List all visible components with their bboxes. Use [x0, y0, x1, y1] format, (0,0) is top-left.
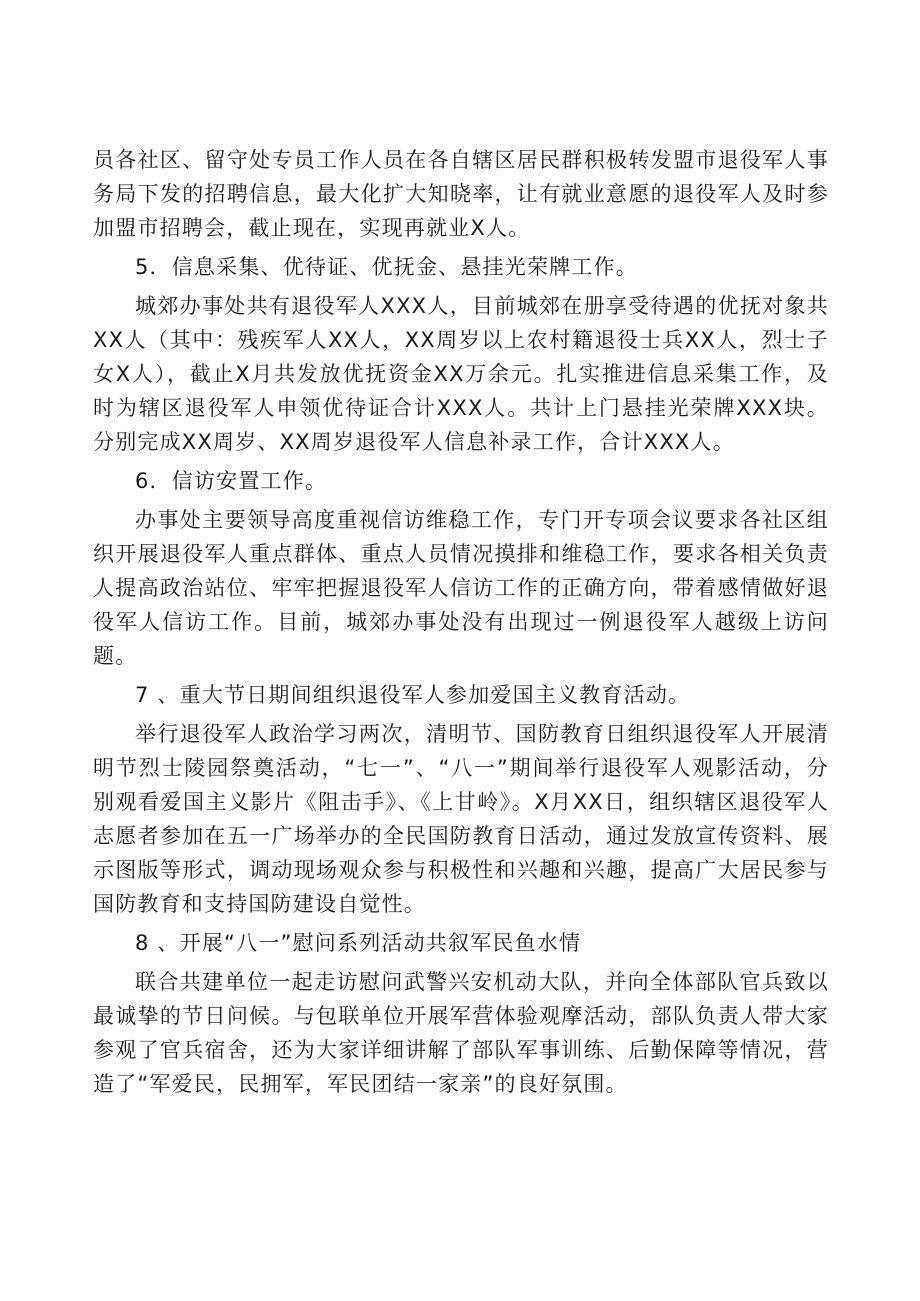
heading-item-7: 7 、重大节日期间组织退役军人参加爱国主义教育活动。: [135, 683, 691, 707]
paragraph-item-7: 举行退役军人政治学习两次，清明节、国防教育日组织退役军人开展清明节烈士陵园祭奠活动，“七一”、“八一”期间举行退役军人观影活动，分别观看爱国主义影片《阻击手》、《上甘岭》。X月XX日，组织辖区退役军人志愿者参加在五一广场举办的全民国防教育日活动，通过发放宣传资料、展示图版等形式，调动现场观众参与积极性和兴趣和兴趣，提高广大居民参与国防教育和支持国防建设自觉性。: [93, 722, 829, 916]
document-page: [93, 143, 829, 1106]
paragraph-item-5: 城郊办事处共有退役军人XXX人，目前城郊在册享受待遇的优抚对象共XX人（其中：残疾军人XX人，XX周岁以上农村籍退役士兵XX人，烈士子女X人），截止X月共发放优抚资金XX万余元。扎实推进信息采集工作，及时为辖区退役军人申领优待证合计XXX人。共计上门悬挂光荣牌XXX块。分别完成XX周岁、XX周岁退役军人信息补录工作，合计XXX人。: [93, 294, 829, 454]
heading-item-8: 8 、开展“八一”慰问系列活动共叙军民鱼水情: [135, 931, 582, 955]
paragraph-item-6: 办事处主要领导高度重视信访维稳工作，专门开专项会议要求各社区组织开展退役军人重点群体、重点人员情况摸排和维稳工作，要求各相关负责人提高政治站位、牢牢把握退役军人信访工作的正确方向，带着感情做好退役军人信访工作。目前，城郊办事处没有出现过一例退役军人越级上访问题。: [93, 508, 829, 668]
paragraph-item-8: 联合共建单位一起走访慰问武警兴安机动大队，并向全体部队官兵致以最诚挚的节日问候。与包联单位开展军营体验观摩活动，部队负责人带大家参观了官兵宿舍，还为大家详细讲解了部队军事训练、后勤保障等情况，营造了“军爱民，民拥军，军民团结一家亲”的良好氛围。: [93, 970, 829, 1096]
heading-item-6: 6．信访安置工作。: [135, 469, 328, 493]
heading-item-5: 5．信息采集、优待证、优抚金、悬挂光荣牌工作。: [135, 255, 638, 279]
paragraph-employment-continued: 员各社区、留守处专员工作人员在各自辖区居民群积极转发盟市退役军人事务局下发的招聘信息，最大化扩大知晓率，让有就业意愿的退役军人及时参加盟市招聘会，截止现在，实现再就业X人。: [93, 148, 829, 240]
